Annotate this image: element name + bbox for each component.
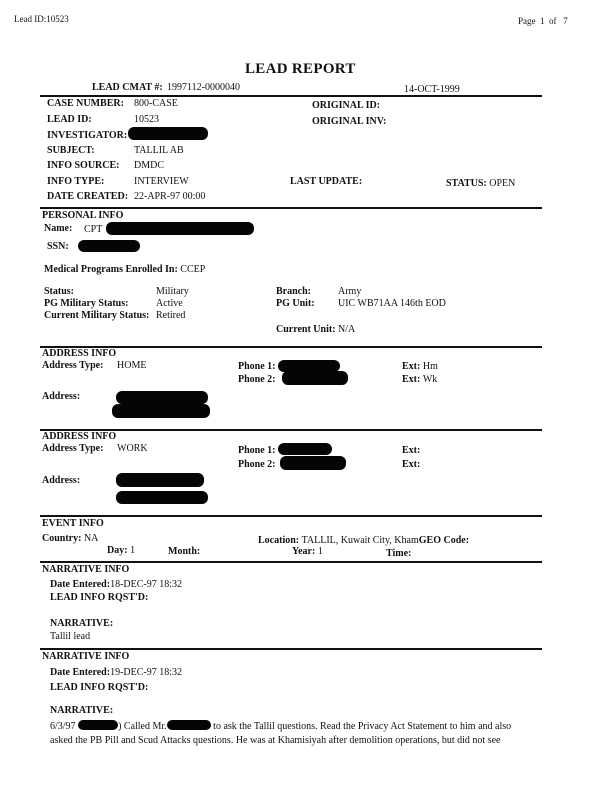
geo-code-label: GEO Code:: [418, 535, 470, 546]
redaction-home-address2: [112, 404, 210, 418]
mil-status-value: Military: [156, 286, 189, 297]
rule-top: [40, 95, 542, 97]
location-label: Location:: [258, 535, 300, 546]
home-ext1-label: Ext:: [402, 361, 421, 372]
header-lead-id: Lead ID:10523: [14, 14, 69, 24]
home-address-label: Address:: [42, 391, 81, 402]
address-work-type: WORK: [117, 443, 148, 454]
home-ext2-label: Ext:: [402, 374, 421, 385]
ssn-label: SSN:: [47, 241, 69, 252]
rule-narrative1: [40, 561, 542, 563]
narrative2-label: NARRATIVE:: [50, 705, 114, 716]
name-label: Name:: [44, 223, 73, 234]
work-address-label: Address:: [42, 475, 81, 486]
pg-mil-label: PG Military Status:: [44, 298, 129, 309]
page-total: 7: [563, 16, 568, 26]
event-heading: EVENT INFO: [42, 518, 104, 529]
address-home-type: HOME: [117, 360, 147, 371]
cmat-label: LEAD CMAT #:: [92, 82, 163, 93]
redaction-home-address1: [116, 391, 208, 404]
redaction-work-phone1: [278, 443, 332, 455]
name-prefix: CPT: [84, 224, 103, 235]
date-created-value: 22-APR-97 00:00: [134, 191, 206, 202]
cmat-value: 1997112-0000040: [167, 82, 240, 93]
narrative1-label: NARRATIVE:: [50, 618, 114, 629]
home-ext1: [402, 361, 438, 372]
investigator-label: INVESTIGATOR:: [47, 130, 128, 141]
medical-value: CCEP: [180, 264, 206, 275]
redaction-home-phone2: [282, 371, 348, 385]
redaction-investigator: [128, 127, 208, 140]
address-work-heading: ADDRESS INFO: [42, 431, 117, 442]
event-day: [107, 545, 135, 556]
rule-event: [40, 515, 542, 517]
narrative1-rqst-label: LEAD INFO RQST'D:: [50, 592, 149, 603]
case-number-value: 800-CASE: [134, 98, 178, 109]
personal-heading: PERSONAL INFO: [42, 210, 124, 221]
info-type-value: INTERVIEW: [134, 176, 189, 187]
report-date: 14-OCT-1999: [404, 84, 460, 95]
redaction-name: [106, 222, 254, 235]
case-number-label: CASE NUMBER:: [47, 98, 124, 109]
medical-programs: [44, 264, 205, 275]
narrative1-text: Tallil lead: [50, 631, 91, 642]
narrative2-line1-rest: to ask the Tallil questions. Read the Privacy Act Statement to him and also: [213, 721, 512, 732]
address-home-type-label: Address Type:: [42, 360, 104, 371]
day-value: 1: [130, 545, 136, 556]
home-phone1-label: Phone 1:: [238, 361, 276, 372]
original-id-label: ORIGINAL ID:: [312, 100, 381, 111]
work-phone1-label: Phone 1:: [238, 445, 276, 456]
lead-id-label: LEAD ID:: [47, 114, 92, 125]
narrative2-line1: [50, 720, 511, 732]
redaction-work-address1: [116, 473, 204, 487]
narrative1-date-label: Date Entered:: [50, 579, 111, 590]
redaction-ssn: [78, 240, 140, 252]
page-label: Page: [518, 16, 536, 26]
page-of: of: [549, 16, 557, 26]
narrative2-date-text: 6/3/97: [50, 721, 76, 732]
narrative2-heading: NARRATIVE INFO: [42, 651, 130, 662]
cur-mil-value: Retired: [156, 310, 186, 321]
event-year: [292, 546, 323, 557]
narrative2-date: [50, 667, 182, 678]
mil-status-label: Status:: [44, 286, 75, 297]
status-label: STATUS:: [446, 178, 487, 189]
info-source-value: DMDC: [134, 160, 165, 171]
work-ext1-label: Ext:: [402, 445, 421, 456]
redaction-narrative-name1: [78, 720, 118, 730]
last-update-label: LAST UPDATE:: [290, 176, 363, 187]
rule-narrative2: [40, 648, 542, 650]
narrative2-line2: asked the PB Pill and Scud Attacks questions. He was at Khamisiyah after demolition operations, but did not see: [50, 735, 501, 746]
pg-unit-value: UIC WB71AA 146th EOD: [338, 298, 446, 309]
cur-unit-value: N/A: [338, 324, 356, 335]
pg-unit-label: PG Unit:: [276, 298, 315, 309]
country-label: Country:: [42, 533, 82, 544]
lead-id-value: 10523: [134, 114, 159, 125]
address-home-heading: ADDRESS INFO: [42, 348, 117, 359]
day-label: Day:: [107, 545, 128, 556]
event-country: [42, 533, 98, 544]
redaction-work-address2: [116, 491, 208, 504]
redaction-work-phone2: [280, 456, 346, 470]
cur-mil-label: Current Military Status:: [44, 310, 150, 321]
country-value: NA: [83, 533, 99, 544]
branch-label: Branch:: [276, 286, 311, 297]
date-created-label: DATE CREATED:: [47, 191, 129, 202]
work-ext1: [402, 445, 423, 456]
pg-mil-value: Active: [156, 298, 183, 309]
narrative1-heading: NARRATIVE INFO: [42, 564, 130, 575]
month-label: Month:: [168, 546, 201, 557]
narrative2-called: ) Called Mr.: [118, 721, 167, 732]
medical-label: Medical Programs Enrolled In:: [44, 264, 178, 275]
work-phone2-label: Phone 2:: [238, 459, 276, 470]
home-ext2: [402, 374, 437, 385]
status-value: OPEN: [489, 178, 516, 189]
redaction-narrative-name2: [167, 720, 211, 730]
event-location: [258, 535, 469, 546]
work-ext2-label: Ext:: [402, 459, 421, 470]
time-label: Time:: [386, 548, 412, 559]
page-number: 1: [540, 16, 545, 26]
branch-value: Army: [338, 286, 362, 297]
subject-label: SUBJECT:: [47, 145, 95, 156]
cur-unit-label: Current Unit:: [276, 324, 336, 335]
status-field: [446, 178, 515, 189]
location-value: TALLIL, Kuwait City, Kham: [301, 535, 419, 546]
rule-personal: [40, 207, 542, 209]
current-unit: [276, 324, 355, 335]
narrative1-date: [50, 579, 182, 590]
home-ext2-value: Wk: [422, 374, 438, 385]
info-source-label: INFO SOURCE:: [47, 160, 120, 171]
info-type-label: INFO TYPE:: [47, 176, 105, 187]
narrative2-date-label: Date Entered:: [50, 667, 111, 678]
year-value: 1: [317, 546, 323, 557]
subject-value: TALLIL AB: [134, 145, 184, 156]
narrative2-rqst-label: LEAD INFO RQST'D:: [50, 682, 149, 693]
page-title: LEAD REPORT: [245, 61, 356, 77]
work-ext2: [402, 459, 423, 470]
page-indicator: [518, 16, 568, 26]
narrative2-date-value: 19-DEC-97 18:32: [110, 667, 183, 678]
year-label: Year:: [292, 546, 316, 557]
home-ext1-value: Hm: [422, 361, 438, 372]
original-inv-label: ORIGINAL INV:: [312, 116, 387, 127]
home-phone2-label: Phone 2:: [238, 374, 276, 385]
narrative1-date-value: 18-DEC-97 18:32: [110, 579, 183, 590]
address-work-type-label: Address Type:: [42, 443, 104, 454]
